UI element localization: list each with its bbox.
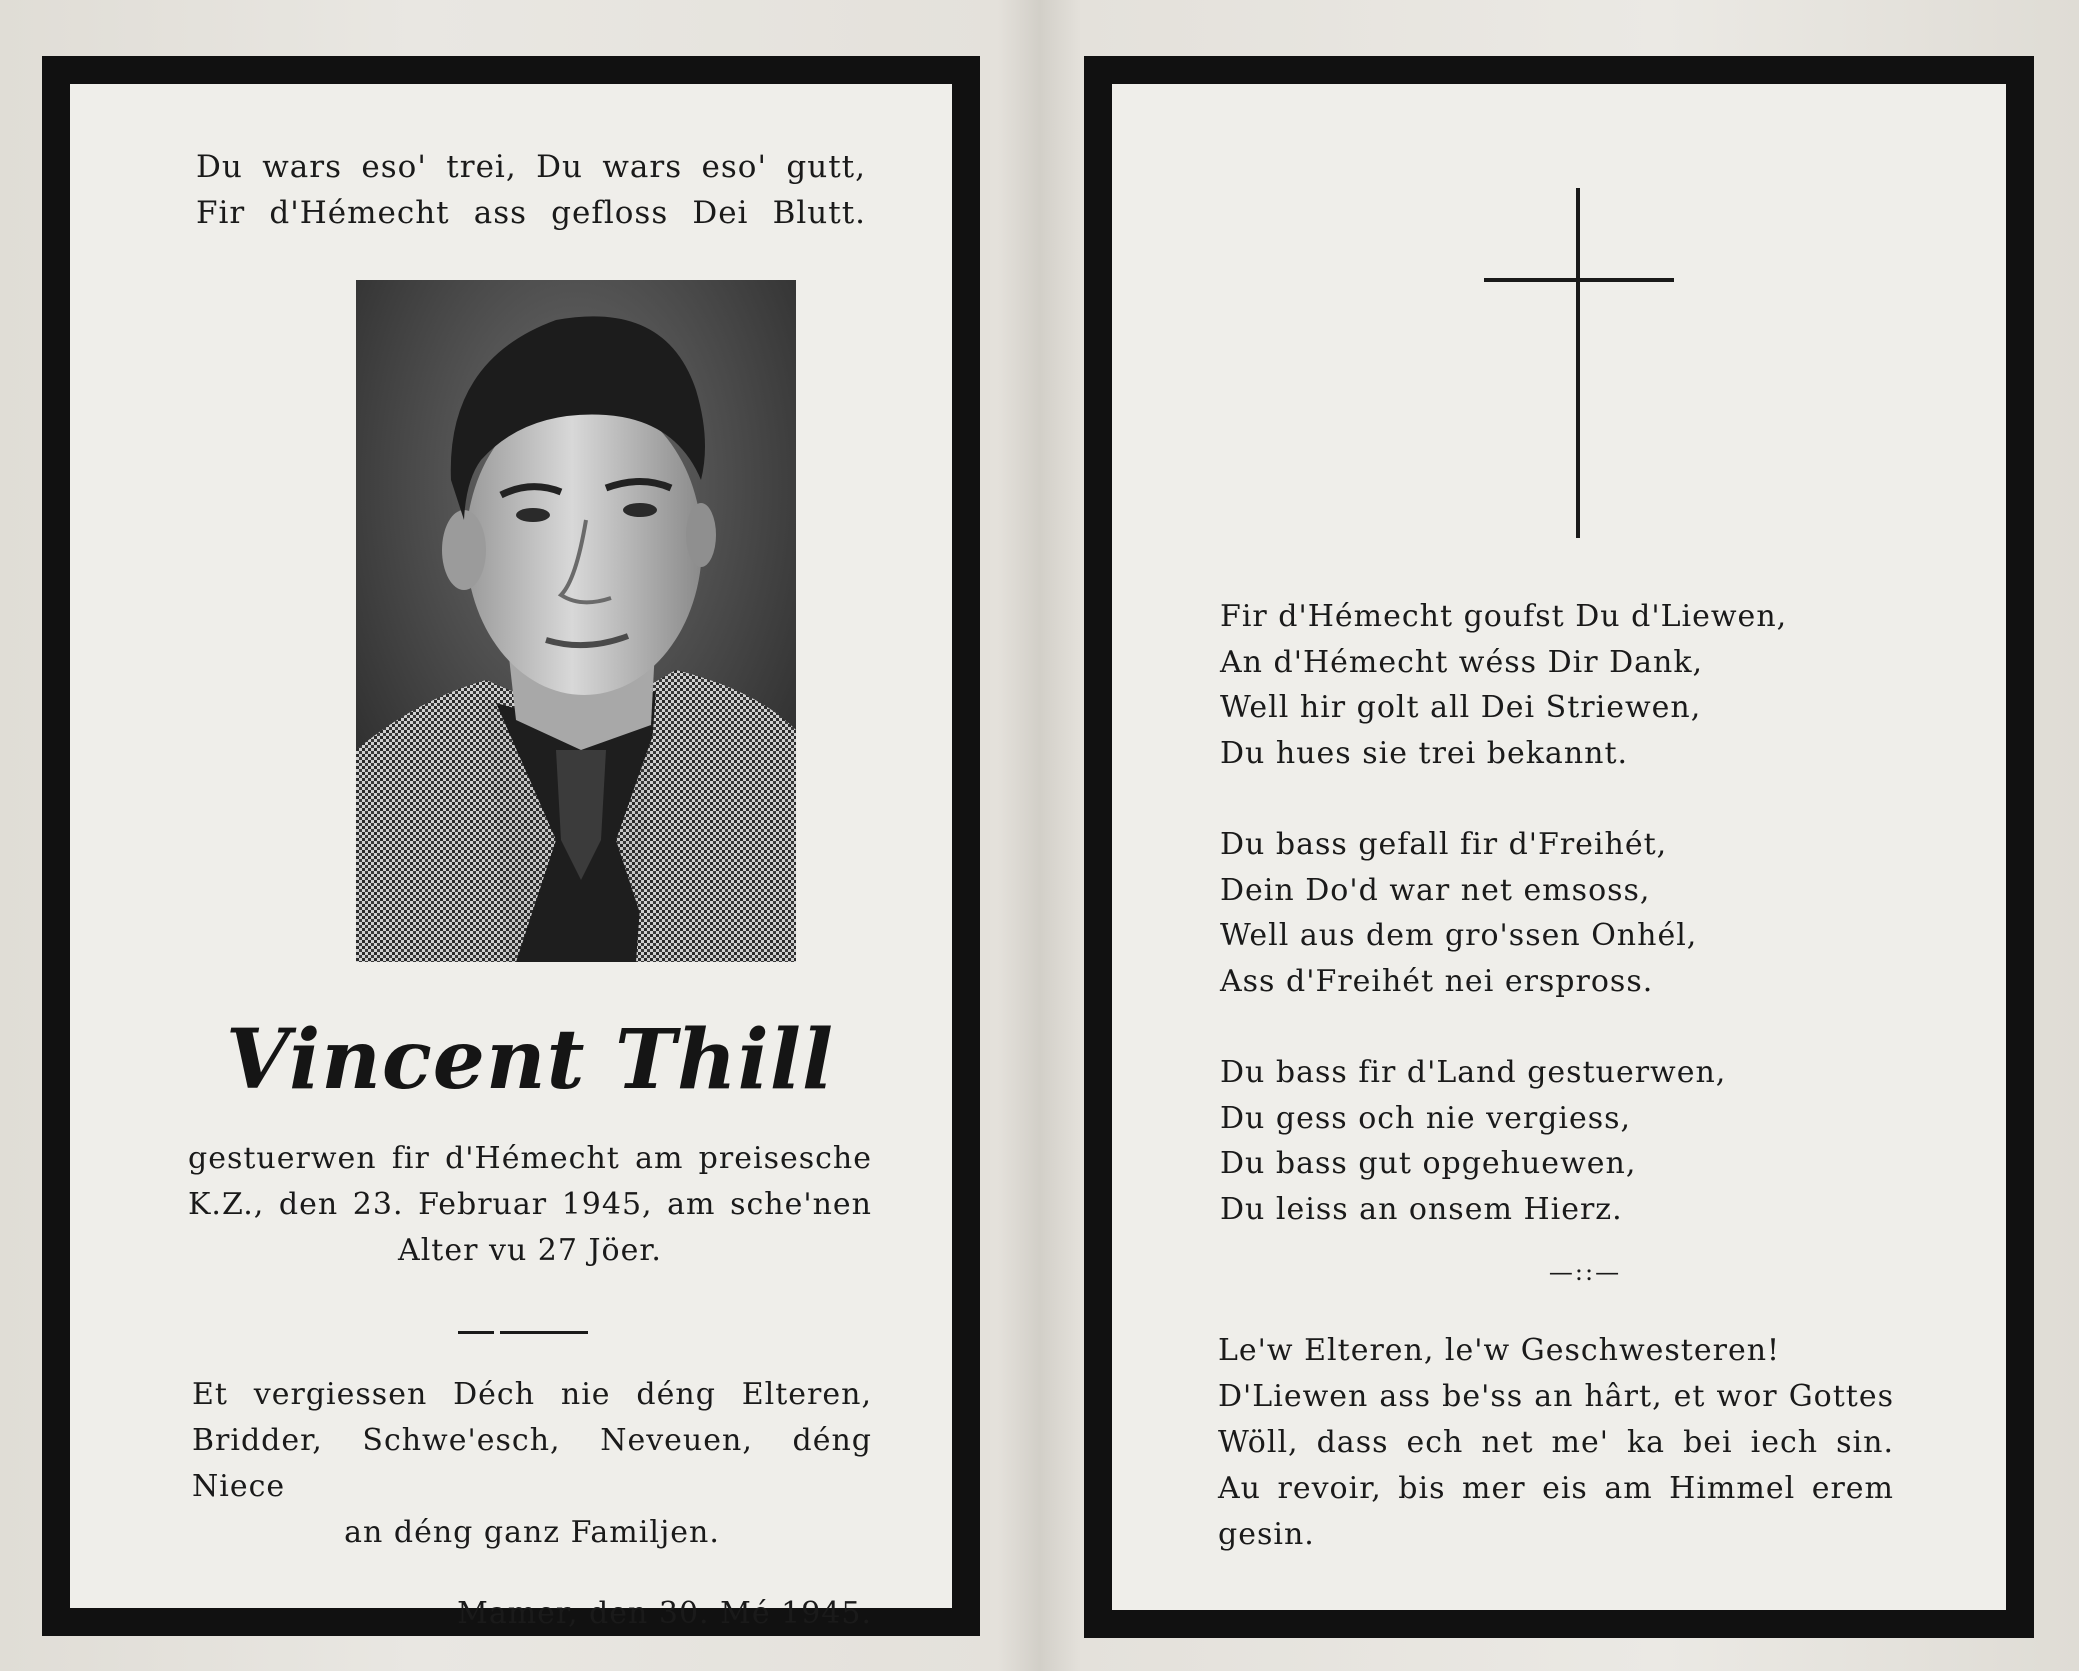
death-notice-line: K.Z., den 23. Februar 1945, am sche'nen — [188, 1187, 872, 1222]
poem-line: Ass d'Freihét nei erspross. — [1220, 963, 1654, 999]
death-notice — [188, 1136, 872, 1274]
epigraph-line: Fir d'Hémecht ass gefloss Dei Blutt. — [196, 195, 866, 231]
memorial-card-front — [42, 56, 980, 1636]
farewell-line: Au revoir, bis mer eis am Himmel erem — [1218, 1471, 1894, 1506]
farewell-message — [1218, 1328, 1894, 1558]
poem-line: Du leiss an onsem Hierz. — [1220, 1191, 1623, 1227]
death-notice-line: gestuerwen fir d'Hémecht am preisesche — [188, 1141, 872, 1176]
memorial-card-back — [1084, 56, 2034, 1638]
farewell-line: gesin. — [1218, 1517, 1315, 1552]
remembrance-line: Et vergiessen Déch nie déng Elteren, — [192, 1377, 872, 1412]
farewell-line: D'Liewen ass be'ss an hârt, et wor Gottes — [1218, 1379, 1894, 1414]
poem-line: Du hues sie trei bekannt. — [1220, 735, 1629, 771]
epigraph-line: Du wars eso' trei, Du wars eso' gutt, — [196, 149, 866, 185]
farewell-line: Wöll, dass ech net me' ka bei iech sin. — [1218, 1425, 1894, 1460]
poem-line: Dein Do'd war net emsoss, — [1220, 872, 1651, 908]
poem-line: Du bass gefall fir d'Freihét, — [1220, 827, 1668, 862]
divider-rule — [458, 1331, 588, 1335]
epigraph — [196, 144, 866, 236]
poem-stanza — [1220, 822, 1980, 1004]
poem-stanza — [1220, 594, 1980, 776]
poem-line: Du bass fir d'Land gestuerwen, — [1220, 1055, 1727, 1090]
poem-line: Du gess och nie vergiess, — [1220, 1100, 1632, 1136]
poem-line: Well hir golt all Dei Striewen, — [1220, 690, 1702, 725]
poem-line: Du bass gut opgehuewen, — [1220, 1146, 1637, 1181]
remembrance-line: an déng ganz Familjen. — [344, 1515, 720, 1550]
portrait-photo-image — [356, 280, 796, 962]
poem-line: Fir d'Hémecht goufst Du d'Liewen, — [1220, 599, 1788, 634]
deceased-name: Vincent Thill — [225, 1012, 835, 1108]
poem-line: An d'Hémecht wéss Dir Dank, — [1220, 644, 1704, 680]
remembrance-line: Bridder, Schwe'esch, Neveuen, déng Niece — [192, 1423, 872, 1504]
farewell-line: Le'w Elteren, le'w Geschwesteren! — [1218, 1333, 1781, 1368]
portrait-photo — [356, 280, 796, 962]
poem-stanza — [1220, 1050, 1980, 1232]
place-date: Mamer, den 30. Mé 1945. — [457, 1596, 872, 1631]
remembrance-text — [192, 1372, 872, 1556]
death-notice-line: Alter vu 27 Jöer. — [398, 1233, 662, 1268]
poem-line: Well aus dem gro'ssen Onhél, — [1220, 918, 1698, 953]
memorial-poem — [1220, 594, 1980, 1278]
ornament-divider: —::— — [1548, 1258, 1622, 1286]
cross-icon — [1484, 188, 1674, 538]
